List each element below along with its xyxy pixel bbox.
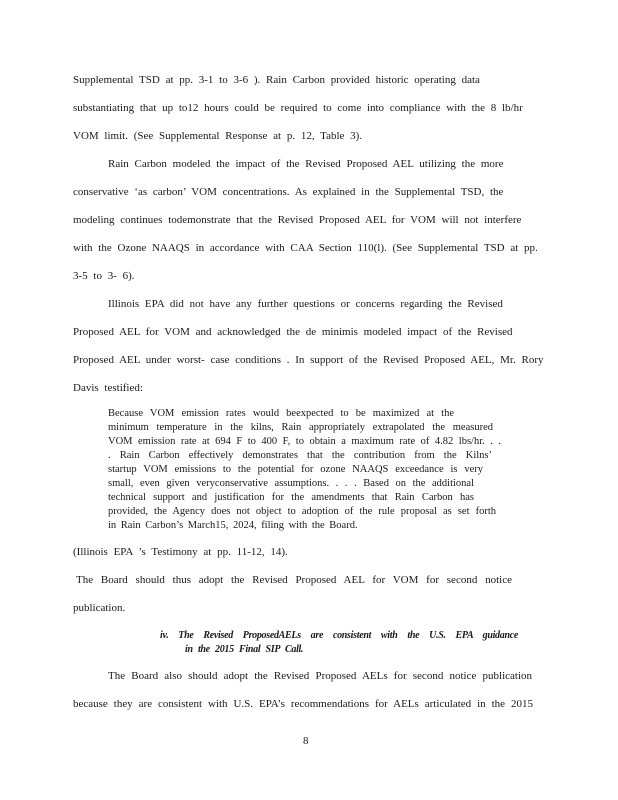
text-line: because they are consistent with U.S. EPA’s recommendations for AELs articulated in the 2015 [73,698,533,710]
text-line: Proposed AEL for VOM and acknowledged the de minimis modeled impact of the Revised [73,326,513,338]
text-line: Proposed AEL under worst- case conditions . In support of the Revised Proposed AEL, Mr. Rory [73,354,544,366]
text-line: 3-5 to 3- 6). [73,270,135,282]
text-line: substantiating that up to12 hours could be required to come into compliance with the 8 lb/hr [73,102,523,114]
text-line: modeling continues todemonstrate that the Revised Proposed AEL for VOM will not interfere [73,214,522,226]
text-line: with the Ozone NAAQS in accordance with CAA Section 110(l). (See Supplemental TSD at pp. [73,242,538,254]
heading-line: in the 2015 Final SIP Call. [185,644,304,655]
heading-line: iv. The Revised ProposedAELs are consistent with the U.S. EPA guidance [160,630,518,641]
quote-line: Because VOM emission rates would beexpected to be maximized at the [108,408,454,419]
text-line: VOM limit. (See Supplemental Response at p. 12, Table 3). [73,130,363,142]
text-line: publication. [73,602,126,614]
text-line: Davis testified: [73,382,143,394]
quote-line: minimum temperature in the kilns, Rain appropriately extrapolated the measured [108,422,493,433]
quote-line: . Rain Carbon effectively demonstrates that the contribution from the Kilns’ [108,450,492,461]
page-number: 8 [303,735,309,747]
text-line: Illinois EPA did not have any further questions or concerns regarding the Revised [108,298,503,310]
text-line: Supplemental TSD at pp. 3-1 to 3-6 ). Rain Carbon provided historic operating data [73,74,480,86]
quote-line: startup VOM emissions to the potential for ozone NAAQS exceedance is very [108,464,483,475]
quote-line: technical support and justification for the amendments that Rain Carbon has [108,492,474,503]
text-line: Rain Carbon modeled the impact of the Revised Proposed AEL utilizing the more [108,158,504,170]
quote-line: in Rain Carbon’s March15, 2024, filing with the Board. [108,520,358,531]
quote-line: VOM emission rate at 694 F to 400 F, to obtain a maximum rate of 4.82 lbs/hr. . . [108,436,501,447]
quote-line: small, even given veryconservative assumptions. . . . Based on the additional [108,478,474,489]
text-line: The Board should thus adopt the Revised Proposed AEL for VOM for second notice [76,574,512,586]
text-line: The Board also should adopt the Revised Proposed AELs for second notice publication [108,670,532,682]
text-line: conservative ‘as carbon’ VOM concentrations. As explained in the Supplemental TSD, the [73,186,504,198]
quote-line: provided, the Agency does not object to adoption of the rule proposal as set forth [108,506,496,517]
citation: (Illinois EPA ’s Testimony at pp. 11-12, 14). [73,546,288,558]
